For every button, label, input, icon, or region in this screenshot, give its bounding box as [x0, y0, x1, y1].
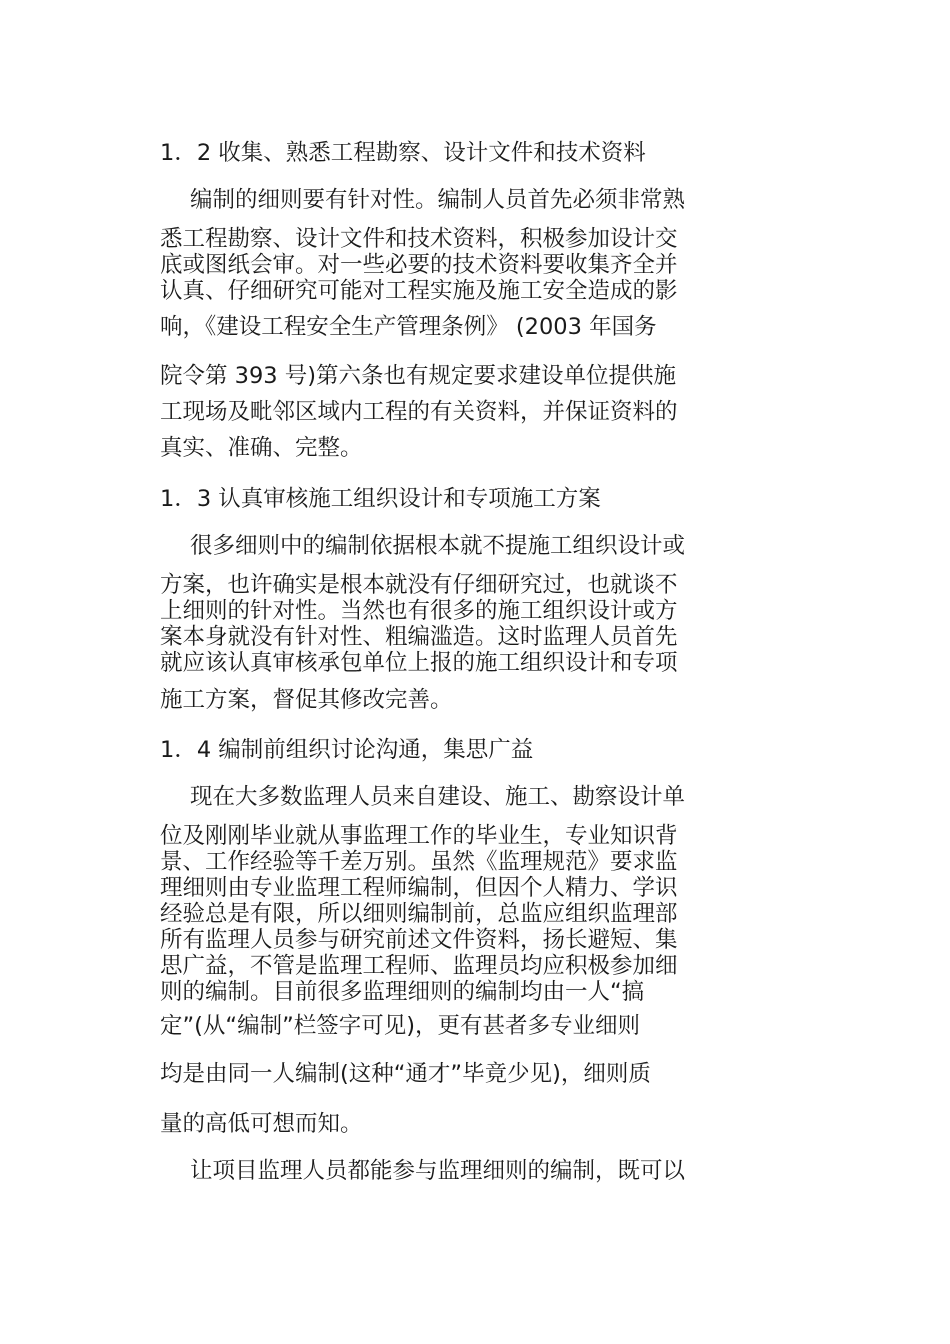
paragraph-line: 院令第 393 号)第六条也有规定要求建设单位提供施: [160, 363, 677, 389]
paragraph-line: 均是由同一人编制(这种“通才”毕竟少见)，细则质: [160, 1061, 651, 1087]
section-heading-1-4: 1．4 编制前组织讨论沟通，集思广益: [160, 737, 534, 763]
paragraph-line: 底或图纸会审。对一些必要的技术资料要收集齐全并: [160, 252, 678, 278]
paragraph-line: 很多细则中的编制依据根本就不提施工组织设计或: [190, 533, 686, 559]
paragraph-line: 所有监理人员参与研究前述文件资料，扬长避短、集: [160, 927, 678, 953]
paragraph-line: 工现场及毗邻区域内工程的有关资料，并保证资料的: [160, 399, 678, 425]
paragraph-line: 上细则的针对性。当然也有很多的施工组织设计或方: [160, 598, 678, 624]
section-heading-1-3: 1．3 认真审核施工组织设计和专项施工方案: [160, 486, 601, 512]
paragraph-line: 位及刚刚毕业就从事监理工作的毕业生，专业知识背: [160, 823, 678, 849]
paragraph-line: 真实、准确、完整。: [160, 435, 363, 461]
paragraph-line: 施工方案，督促其修改完善。: [160, 687, 453, 713]
paragraph-line: 量的高低可想而知。: [160, 1111, 363, 1137]
paragraph-line: 就应该认真审核承包单位上报的施工组织设计和专项: [160, 650, 678, 676]
section-heading-1-2: 1．2 收集、熟悉工程勘察、设计文件和技术资料: [160, 140, 646, 166]
paragraph-line: 悉工程勘察、设计文件和技术资料，积极参加设计交: [160, 226, 678, 252]
paragraph-line: 认真、仔细研究可能对工程实施及施工安全造成的影: [160, 278, 678, 304]
paragraph-line: 理细则由专业监理工程师编制，但因个人精力、学识: [160, 875, 678, 901]
paragraph-line: 思广益，不管是监理工程师、监理员均应积极参加细: [160, 953, 678, 979]
paragraph-line: 响，《建设工程安全生产管理条例》 (2003 年国务: [160, 314, 657, 340]
paragraph-line: 则的编制。目前很多监理细则的编制均由一人“搞: [160, 979, 645, 1005]
paragraph-line: 现在大多数监理人员来自建设、施工、勘察设计单: [190, 784, 686, 810]
paragraph-line: 让项目监理人员都能参与监理细则的编制，既可以: [190, 1158, 686, 1184]
paragraph-line: 编制的细则要有针对性。编制人员首先必须非常熟: [190, 187, 686, 213]
paragraph-line: 方案，也许确实是根本就没有仔细研究过，也就谈不: [160, 572, 678, 598]
paragraph-line: 定”(从“编制”栏签字可见)，更有甚者多专业细则: [160, 1013, 641, 1039]
paragraph-line: 经验总是有限，所以细则编制前，总监应组织监理部: [160, 901, 678, 927]
paragraph-line: 案本身就没有针对性、粗编滥造。这时监理人员首先: [160, 624, 678, 650]
paragraph-line: 景、工作经验等千差万别。虽然《监理规范》要求监: [160, 849, 678, 875]
